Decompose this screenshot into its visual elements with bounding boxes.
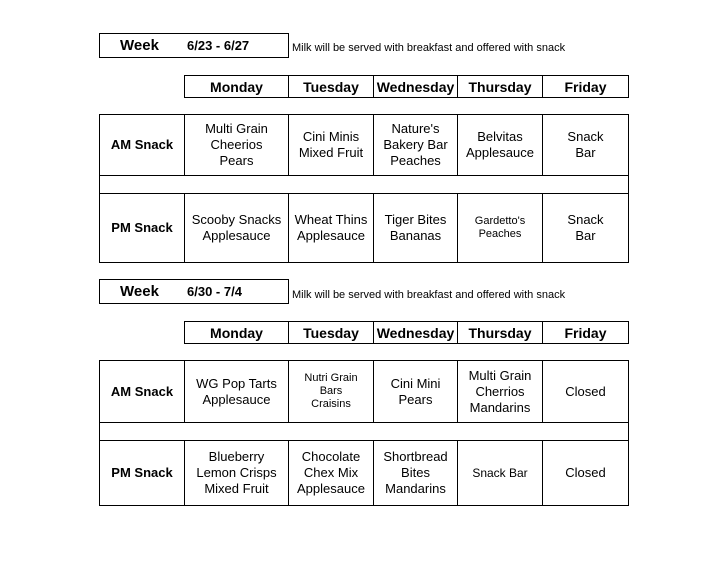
snack-cell: Cini Minis Mixed Fruit [289, 115, 374, 176]
snack-cell: Blueberry Lemon Crisps Mixed Fruit [185, 441, 289, 506]
snack-cell: Snack Bar [543, 115, 629, 176]
day-friday: Friday [543, 76, 629, 98]
week-2-header [99, 279, 289, 304]
pm-snack-row [100, 441, 629, 506]
snack-cell: Snack Bar [458, 441, 543, 506]
am-snack-label: AM Snack [100, 115, 185, 176]
snack-cell: WG Pop Tarts Applesauce [185, 361, 289, 423]
snack-cell: Multi Grain Cheerios Pears [185, 115, 289, 176]
snack-cell: Multi Grain Cherrios Mandarins [458, 361, 543, 423]
am-snack-row [100, 361, 629, 423]
snack-cell: Cini Mini Pears [374, 361, 458, 423]
week-1-header [99, 33, 289, 58]
pm-snack-label: PM Snack [100, 194, 185, 263]
pm-snack-label: PM Snack [100, 441, 185, 506]
snack-cell: Scooby Snacks Applesauce [185, 194, 289, 263]
am-snack-label: AM Snack [100, 361, 185, 423]
snack-cell: Wheat Thins Applesauce [289, 194, 374, 263]
week-2-snack-table [99, 360, 629, 506]
week-label: Week [120, 283, 159, 300]
snack-cell: Snack Bar [543, 194, 629, 263]
snack-cell: Gardetto's Peaches [458, 194, 543, 263]
spacer-row [100, 423, 629, 441]
snack-cell: Closed [543, 361, 629, 423]
am-snack-row [100, 115, 629, 176]
milk-note: Milk will be served with breakfast and offered with snack [292, 289, 566, 301]
spacer-row [100, 176, 629, 194]
week-2-day-header [184, 321, 629, 344]
snack-cell: Belvitas Applesauce [458, 115, 543, 176]
milk-note: Milk will be served with breakfast and offered with snack [292, 42, 566, 54]
snack-cell: Nature's Bakery Bar Peaches [374, 115, 458, 176]
snack-cell: Shortbread Bites Mandarins [374, 441, 458, 506]
pm-snack-row [100, 194, 629, 263]
day-tuesday: Tuesday [289, 76, 374, 98]
day-friday: Friday [543, 322, 629, 344]
day-monday: Monday [185, 322, 289, 344]
snack-cell: Tiger Bites Bananas [374, 194, 458, 263]
day-wednesday: Wednesday [374, 322, 458, 344]
day-tuesday: Tuesday [289, 322, 374, 344]
week-1-day-header [184, 75, 629, 98]
day-wednesday: Wednesday [374, 76, 458, 98]
week-1-snack-table [99, 114, 629, 263]
snack-cell: Closed [543, 441, 629, 506]
day-thursday: Thursday [458, 76, 543, 98]
snack-cell: Nutri Grain Bars Craisins [289, 361, 374, 423]
week-range: 6/23 - 6/27 [187, 38, 250, 53]
day-thursday: Thursday [458, 322, 543, 344]
week-range: 6/30 - 7/4 [187, 284, 242, 299]
day-monday: Monday [185, 76, 289, 98]
snack-cell: Chocolate Chex Mix Applesauce [289, 441, 374, 506]
week-label: Week [120, 37, 159, 54]
